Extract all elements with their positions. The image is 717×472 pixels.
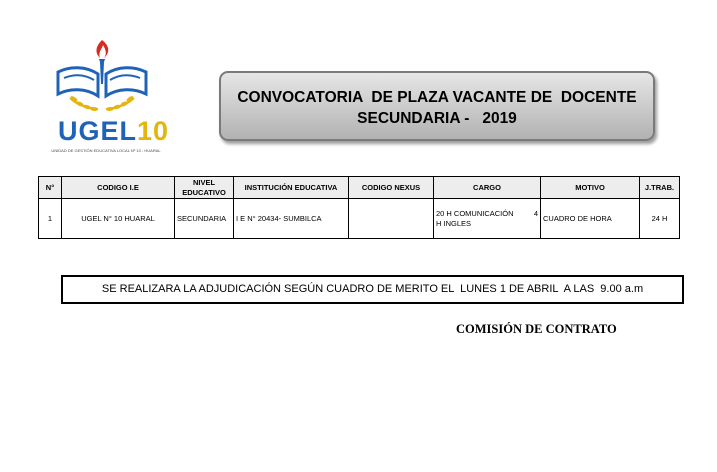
title-line-1: CONVOCATORIA DE PLAZA VACANTE DE DOCENTE [237, 89, 637, 106]
logo-wordmark-ugel: UGEL [58, 116, 138, 146]
header-num: N° [39, 177, 62, 199]
header-institucion: INSTITUCIÓN EDUCATIVA [234, 177, 349, 199]
header-codigo-ie: CODIGO I.E [62, 177, 175, 199]
header-nivel-line-1: NIVEL [192, 177, 216, 187]
cell-nivel: SECUNDARIA [175, 199, 234, 239]
cargo-content [436, 209, 538, 229]
cargo-line-1: 20 H COMUNICACIÓN [436, 208, 514, 218]
logo-wordmark [58, 116, 169, 146]
cell-institucion: I E N° 20434- SUMBILCA [234, 199, 349, 239]
header-codigo-nexus: CODIGO NEXUS [349, 177, 434, 199]
header-cargo: CARGO [434, 177, 541, 199]
logo-subtitle: UNIDAD DE GESTIÓN EDUCATIVA LOCAL Nº 10 - HUARAL [51, 148, 161, 153]
cell-jtrab: 24 H [640, 199, 680, 239]
cell-codigo-nexus [349, 199, 434, 239]
header-nivel [175, 177, 234, 199]
vacancy-table [38, 176, 680, 239]
logo-wordmark-number: 10 [137, 116, 170, 146]
ugel-logo [50, 38, 170, 156]
signature-commission: COMISIÓN DE CONTRATO [456, 322, 617, 336]
title-line-2: SECUNDARIA - 2019 [357, 110, 517, 127]
table-header-row [39, 177, 680, 199]
cell-motivo: CUADRO DE HORA [541, 199, 640, 239]
table-row [39, 199, 680, 239]
adjudication-notice: SE REALIZARA LA ADJUDICACIÓN SEGÚN CUADRO DE MERITO EL LUNES 1 DE ABRIL A LAS 9.00 a.m [61, 275, 684, 304]
cargo-number: 4 [533, 208, 538, 218]
cell-codigo-ie: UGEL N° 10 HUARAL [62, 199, 175, 239]
cell-num: 1 [39, 199, 62, 239]
book-torch-emblem-icon [50, 38, 162, 118]
header-jtrab: J.TRAB. [640, 177, 680, 199]
cargo-line-2: H INGLES [436, 218, 472, 228]
header-motivo: MOTIVO [541, 177, 640, 199]
cell-cargo [434, 199, 541, 239]
header-nivel-line-2: EDUCATIVO [182, 187, 226, 197]
title-box [219, 71, 655, 141]
